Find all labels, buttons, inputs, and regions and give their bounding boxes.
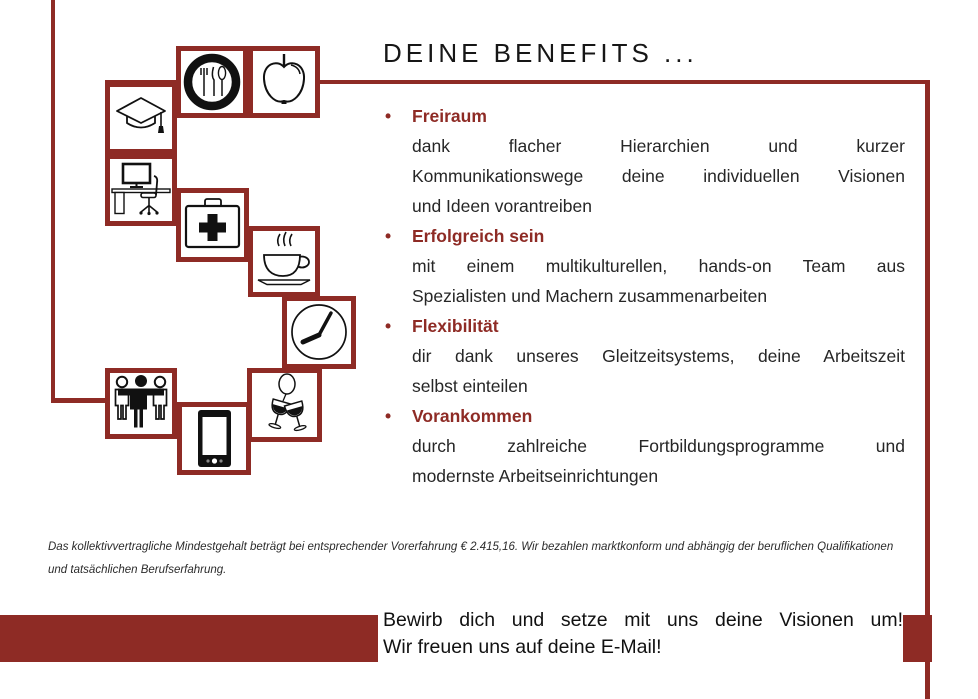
apple-icon — [248, 46, 320, 118]
benefit-text-line: dank flacher Hierarchien und kurzer — [412, 136, 905, 156]
benefit-item — [385, 401, 905, 491]
cta-text — [383, 607, 903, 660]
left-vertical-line — [51, 0, 55, 402]
wine-celebration-icon — [247, 368, 322, 442]
legal-line: und tatsächlichen Berufserfahrung. — [48, 563, 227, 576]
cta-line: Wir freuen uns auf deine E-Mail! — [383, 635, 662, 658]
clock-icon — [282, 296, 356, 369]
benefit-text-line: modernste Arbeitseinrichtungen — [412, 466, 659, 486]
meal-plate-icon — [176, 46, 248, 118]
benefit-item — [385, 101, 905, 221]
graduation-cap-icon — [105, 82, 177, 154]
benefit-text-line: dir dank unseres Gleitzeitsystems, deine Arbeitszeit — [412, 346, 905, 366]
legal-line: Das kollektivvertragliche Mindestgehalt beträgt bei entsprechender Vorerfahrung € 2.415,16. Wir bezahlen marktkonform und abhängig der beruflichen Qualifikationen — [48, 541, 894, 553]
benefit-heading: Erfolgreich sein — [412, 226, 545, 246]
benefit-text-line: Spezialisten und Machern zusammenarbeiten — [412, 286, 768, 306]
benefit-text-line: mit einem multikulturellen, hands-on Team aus — [412, 256, 905, 276]
legal-note — [48, 536, 928, 581]
benefit-item — [385, 221, 905, 311]
page-title: DEINE BENEFITS ... — [383, 38, 698, 68]
team-icon — [105, 368, 177, 439]
smartphone-icon — [177, 402, 251, 475]
benefit-heading: Freiraum — [412, 106, 487, 126]
bullet-dot: • — [385, 406, 392, 426]
bullet-dot: • — [385, 106, 392, 126]
cta-line: Bewirb dich und setze mit uns deine Visionen um! — [383, 609, 903, 631]
bullet-dot: • — [385, 316, 392, 336]
first-aid-icon — [176, 188, 249, 262]
benefit-text-line: durch zahlreiche Fortbildungsprogramme und — [412, 436, 905, 456]
cta-left-bar — [0, 615, 378, 662]
benefit-heading: Vorankommen — [412, 406, 533, 426]
bullet-dot: • — [385, 226, 392, 246]
benefit-heading: Flexibilität — [412, 316, 499, 336]
desk-workstation-icon — [105, 154, 177, 226]
benefits-list — [385, 101, 905, 491]
benefit-text-line: Kommunikationswege deine individuellen Visionen — [412, 166, 905, 186]
left-connector-line — [51, 398, 109, 403]
cta-right-block — [903, 615, 932, 662]
benefit-text-line: und Ideen vorantreiben — [412, 196, 592, 216]
benefit-text-line: selbst einteilen — [412, 376, 528, 396]
benefit-item — [385, 311, 905, 401]
right-vertical-line — [925, 80, 930, 699]
coffee-cup-icon — [248, 226, 320, 297]
